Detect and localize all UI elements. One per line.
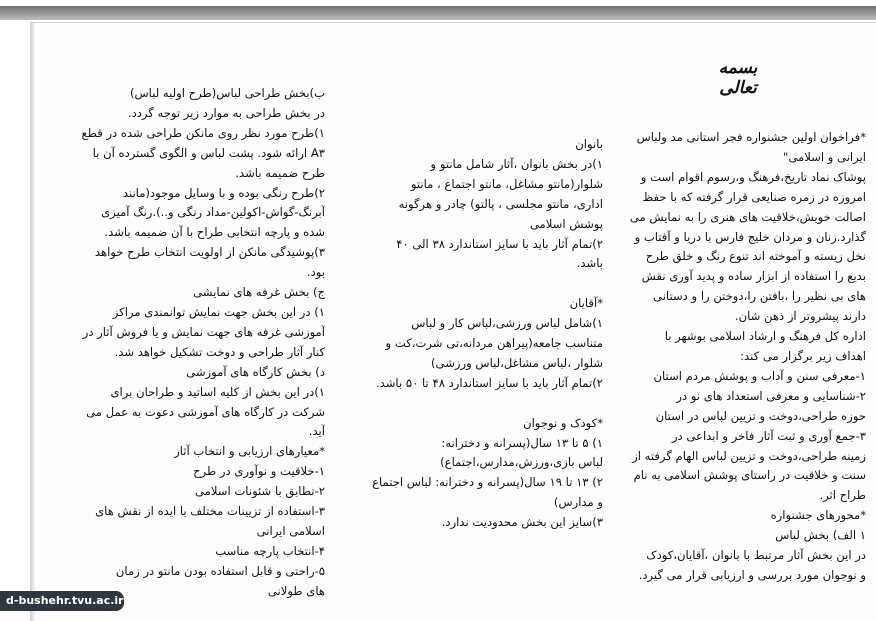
text-line: ۱) ۵ تا ۱۳ سال(پسرانه و دخترانه: xyxy=(441,435,603,450)
section-heading: *محورهای جشنواره xyxy=(770,508,866,523)
text-line: کنار آثار طراحی و دوخت تشکیل خواهد شد. xyxy=(114,344,325,359)
text-line: ۲)طرح رنگی بوده و با وسایل موجود(مانند xyxy=(122,185,325,200)
text-line: ۳-جمع آوری و ثبت آثار فاخر و ابداعی در xyxy=(671,428,866,443)
text-line: باشد. xyxy=(576,256,603,271)
text-line: ۲) ۱۳ تا ۱۹ سال(پسرانه و دخترانه: لباس اجتماع xyxy=(372,475,603,490)
text-line: ۲)تمام آثار باید با سایز استاندارد ۴۸ تا ۵۰ باشد. xyxy=(375,375,603,390)
scanner-shadow xyxy=(0,6,876,20)
text-line: آبرنگ-گواش-اکولین-مداد رنگی و..).رنگ آمیزی xyxy=(101,205,325,220)
section-heading: ج) بخش غرفه های نمایشی xyxy=(193,285,325,300)
text-line: *فراخوان اولین جشنواره فجر استانی مد ولباس xyxy=(636,130,866,144)
text-line: ۳)پوشیدگی مانکن از اولویت انتخاب طرح خواهد xyxy=(94,245,325,260)
spacer xyxy=(338,394,603,414)
text-line: اصالت خویش،خلاقیت های هنری را به نمایش می xyxy=(629,209,866,224)
text-line: ۱-معرفی سنن و آداب و پوشش مردم استان xyxy=(653,368,866,383)
text-line: حوزه طراحی،دوخت و تزیین لباس در استان xyxy=(655,408,866,423)
text-line: اداره کل فرهنگ و ارشاد اسلامی بوشهر با xyxy=(664,329,866,344)
text-line: اهداف زیر برگزار می کند: xyxy=(740,348,866,363)
site-watermark-badge[interactable]: d-bushehr.tvu.ac.ir xyxy=(0,591,124,611)
text-line: آموزشی غرفه های جهت نمایش و یا فروش آثار در xyxy=(82,324,325,339)
scanner-top-band xyxy=(0,0,876,20)
men-heading: *آقایان xyxy=(569,296,603,311)
text-line: ۵-راحتی و قابل استفاده بودن مانتو در زمان xyxy=(115,563,325,578)
column-left xyxy=(35,84,325,602)
text-line: طراح اثر. xyxy=(819,488,866,503)
text-line: ۴-انتخاب پارچه مناسب xyxy=(215,543,325,558)
text-line: ۱)شامل لباس ورزشی،لباس کار و لباس xyxy=(411,316,603,331)
text-line: ۳)سایز این بخش محدودیت ندارد. xyxy=(441,515,603,530)
text-line: شرکت در کارگاه های آموزشی دعوت به عمل می xyxy=(86,404,325,419)
spacer xyxy=(338,274,603,294)
text-line: ۱) در این بخش جهت نمایش توانمندی مراکز xyxy=(112,304,325,319)
women-heading: بانوان xyxy=(575,137,603,151)
text-line: ۱)در این بخش از کلیه اساتید و طراحان برای xyxy=(110,384,325,399)
text-line: شلوار(مانتو مشاغل، مانتو اجتماع ، مانتو xyxy=(410,176,603,191)
text-line: ۱-خلاقیت و نوآوری در طرح xyxy=(193,464,325,479)
text-line: سنت و خلاقیت در راستای پوشش اسلامی به نام xyxy=(633,468,866,483)
text-line: لباس بازی،ورزش،مدارس،اجتماع) xyxy=(440,455,603,470)
text-line: ۲)تمام آثار باید با سایز استاندارد ۳۸ الی ۴۰ xyxy=(396,236,603,251)
text-line: های بی نظیر را ،بافتن را،دوختن را و دستانی xyxy=(653,289,866,304)
section-heading: ۱ الف) بخش لباس xyxy=(775,528,866,543)
text-line: A۳ ارائه شود. پشت لباس و الگوی گسترده آن با xyxy=(92,145,325,160)
text-line: پوشش اسلامی xyxy=(529,216,603,231)
text-line: در این بخش آثار مرتبط با بانوان ،آقایان،کودک xyxy=(646,548,866,563)
text-line: اسلامی ایرانی xyxy=(256,523,325,538)
text-line: طرح ضمیمه باشد. xyxy=(235,165,325,180)
text-line: زمینه طراحی،دوخت و تزیین لباس الهام گرفته از xyxy=(632,448,866,463)
text-line: و مدارس) xyxy=(553,495,603,510)
text-line: پوشاک نماد تاریخ،فرهنگ و،رسوم اقوام است و xyxy=(640,169,866,184)
text-line: گذارد.زنان و مردان خلیج فارس با دریا و آفتاب و xyxy=(634,229,866,244)
text-line: های طولانی xyxy=(267,583,325,598)
text-line: شده و پارچه انتخابی طراح با آن ضمیمه باشد. xyxy=(104,225,325,240)
column-middle xyxy=(338,135,603,533)
text-line: ۲-تطابق با شئونات اسلامی xyxy=(194,484,325,499)
text-line: ایرانی و اسلامی" xyxy=(783,149,866,164)
bismillah-title: بسمه تعالی xyxy=(718,58,758,98)
text-line: ۳-استفاده از تزیینات مختلف با ایده از نقش های xyxy=(95,504,325,519)
text-line: اداری، مانتو مجلسی ، پالتو) چادر و هرگونه xyxy=(398,196,603,211)
text-line: دارند پیشروتر از ذهن شان. xyxy=(734,309,866,324)
text-line: امروزه در زمره صنایعی قرار گرفته که با حفظ xyxy=(642,189,866,204)
text-line: بدیع را استفاده از ابزار ساده و پدید آوری نقش xyxy=(641,269,866,284)
kids-heading: *کودک و نوجوان xyxy=(523,415,603,430)
text-line: ۲-شناسایی و معرفی استعداد های نو در xyxy=(676,388,866,403)
section-heading: *معیارهای ارزیابی و انتخاب آثار xyxy=(174,444,325,459)
text-line: ۱)در بخش بانوان ،آثار شامل مانتو و xyxy=(430,156,603,171)
text-line: ۱)طرح مورد نظر روی مانکن طراحی شده در قطع xyxy=(81,125,325,140)
column-right xyxy=(614,128,866,586)
text-line: در بخش طراحی به موارد زیر توجه گردد. xyxy=(127,105,325,120)
section-heading: ب)بخش طراحی لباس(طرح اولیه لباس) xyxy=(130,86,325,100)
section-heading: د) بخش کارگاه های آموزشی xyxy=(186,364,325,379)
text-line: نخل زیسته و آموخته اند تنوع رنگ و خلق طرح xyxy=(645,249,866,264)
text-line: و نوجوان مورد بررسی و ارزیابی قرار می گیرد. xyxy=(638,567,866,582)
text-line: متناسب جامعه(پیراهن مردانه،تی شرت،کت و xyxy=(385,336,603,351)
text-line: بود. xyxy=(306,265,325,280)
text-line: آید. xyxy=(308,424,325,439)
text-line: شلوار ،لباس مشاغل،لباس ورزشی) xyxy=(431,355,603,370)
